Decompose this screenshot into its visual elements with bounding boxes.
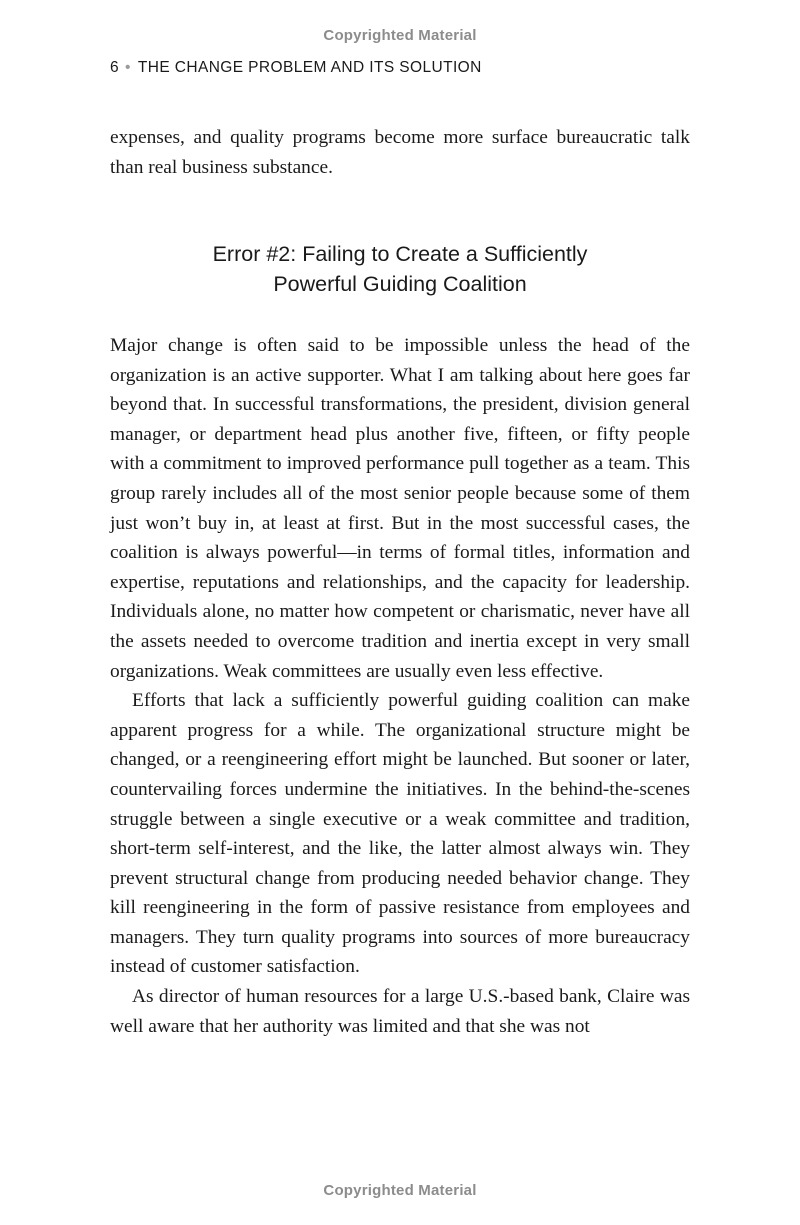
running-head (110, 59, 482, 77)
paragraph: Efforts that lack a sufficiently powerful guiding coalition can make apparent progress for a while. The organizational structure might be changed, or a reengineering effort might be launched. But sooner or later, countervailing forces undermine the initiatives. In the behind-the-scenes struggle between a single executive or a weak committee and tradition, short-term self-interest, and the like, the latter almost always win. They prevent structural change from producing needed behavior change. They kill reengineering in the form of passive resistance from employees and managers. They turn quality programs into sources of more bureaucracy instead of customer satisfaction. (110, 690, 690, 978)
body-text (110, 331, 690, 1041)
section-heading (110, 240, 690, 299)
section-heading-line-1: Error #2: Failing to Create a Sufficiently (212, 242, 588, 266)
page-number: 6 (110, 59, 120, 76)
copyright-watermark-top: Copyrighted Material (323, 27, 477, 44)
paragraph: Major change is often said to be impossible unless the head of the organization is an active supporter. What I am talking about here goes far beyond that. In successful transformations, the president, division general manager, or department head plus another five, fifteen, or fifty people with a commitment to improved performance pull together as a team. This group rarely includes all of the most senior people because some of them just won’t buy in, at least at first. But in the most successful cases, the coalition is always powerful—in terms of formal titles, information and expertise, reputations and relationships, and the capacity for leadership. Individuals alone, no matter how competent or charismatic, never have all the assets needed to overcome tradition and inertia except in very small organizations. Weak committees are usually even less effective. (110, 335, 690, 682)
separator-bullet: • (125, 59, 131, 76)
continuation-text (110, 123, 690, 182)
copyright-watermark-bottom: Copyrighted Material (323, 1182, 477, 1199)
paragraph: As director of human resources for a large U.S.-based bank, Claire was well aware that her authority was limited and that she was not (110, 986, 690, 1037)
section-heading-line-2: Powerful Guiding Coalition (273, 271, 527, 296)
continuation-paragraph: expenses, and quality programs become more surface bureaucratic talk than real business substance. (110, 127, 690, 178)
chapter-title: THE CHANGE PROBLEM AND ITS SOLUTION (137, 59, 482, 76)
